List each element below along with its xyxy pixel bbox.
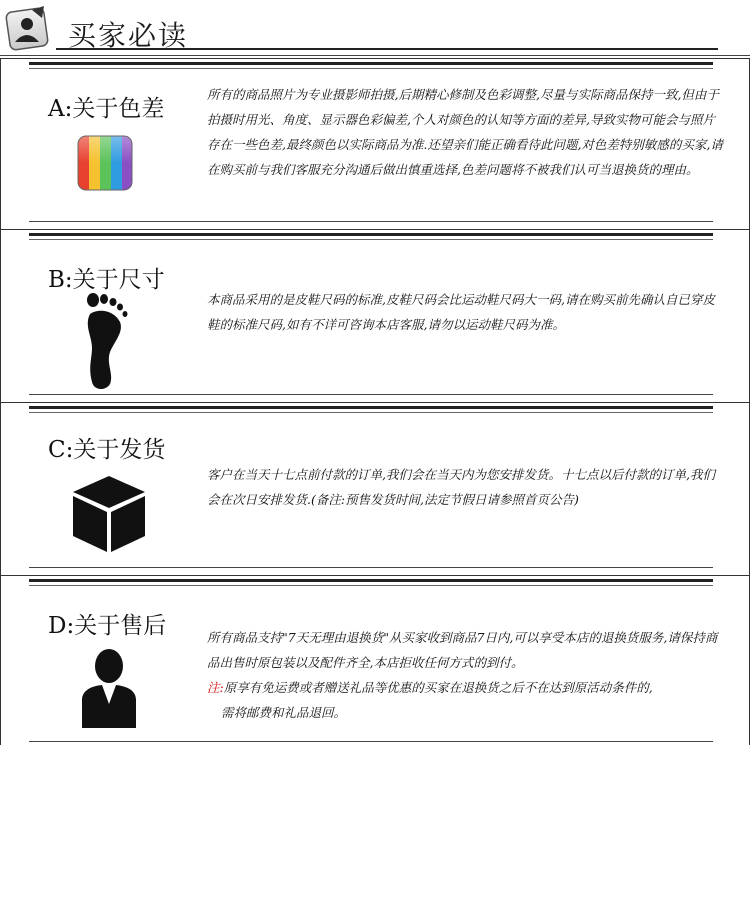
- section-bottom-rule: [29, 741, 713, 742]
- page-header: [0, 0, 750, 58]
- section-top-rule: [29, 406, 713, 409]
- section-size: [0, 229, 750, 402]
- header-rule-thin: [0, 55, 750, 56]
- section-divider: [1, 58, 749, 59]
- foot-icon: [84, 292, 132, 392]
- section-title: B:关于尺寸: [48, 267, 165, 293]
- note-label: 注:: [207, 680, 224, 695]
- section-body-text: [207, 82, 723, 182]
- section-title: C:关于发货: [48, 437, 166, 463]
- section-title: D:关于售后: [48, 613, 167, 639]
- section-body-text: [207, 462, 723, 512]
- shipping-text: 客户在当天十七点前付款的订单,我们会在当天内为您安排发货。十七点以后付款的订单,我们会在次日安排发货.(备注:预售发货时间,法定节假日请参照首页公告): [207, 467, 715, 507]
- section-shipping: [0, 402, 750, 575]
- note-text: 原享有免运费或者赠送礼品等优惠的买家在退换货之后不在达到原活动条件的,: [223, 680, 653, 695]
- section-title: A:关于色差: [48, 96, 165, 122]
- section-divider: [1, 229, 749, 230]
- section-divider: [1, 575, 749, 576]
- header-rule: [56, 48, 718, 50]
- color-difference-text: 所有的商品照片为专业摄影师拍摄,后期精心修制及色彩调整,尽量与实际商品保持一致,但由于拍摄时用光、角度、显示器色彩偏差,个人对颜色的认知等方面的差异,导致实物可能会与照片存在一些色差,最终颜色以实际商品为准.还望亲们能正确看待此问题,对色差特别敏感的买家,请在购买前与我们客服充分沟通后做出慎重选择,色差问题将不被我们认可当退换货的理由。: [207, 87, 723, 177]
- section-bottom-rule: [29, 221, 713, 222]
- section-divider: [1, 402, 749, 403]
- section-body-text: [207, 287, 723, 337]
- section-top-rule: [29, 62, 713, 65]
- section-after-sales: [0, 575, 750, 745]
- box-icon: [71, 474, 147, 554]
- after-sales-note: [207, 675, 723, 700]
- page-title: 买家必读: [68, 19, 189, 52]
- user-badge-icon: [2, 4, 52, 54]
- section-top-rule: [29, 579, 713, 582]
- rainbow-color-icon: [76, 134, 134, 192]
- after-sales-text: 所有商品支持"7天无理由退换货"从买家收到商品7日内,可以享受本店的退换货服务,请保持商品出售时原包装以及配件齐全,本店拒收任何方式的到付。: [207, 630, 718, 670]
- person-icon: [78, 648, 140, 728]
- section-body-text: [207, 625, 723, 725]
- section-bottom-rule: [29, 394, 713, 395]
- section-bottom-rule: [29, 567, 713, 568]
- section-color-difference: [0, 58, 750, 229]
- section-top-rule: [29, 233, 713, 236]
- note-text-continued: 需将邮费和礼品退回。: [221, 705, 347, 720]
- size-text: 本商品采用的是皮鞋尺码的标准,皮鞋尺码会比运动鞋尺码大一码,请在购买前先确认自已穿皮鞋的标准尺码,如有不详可咨询本店客服,请勿以运动鞋尺码为准。: [207, 292, 715, 332]
